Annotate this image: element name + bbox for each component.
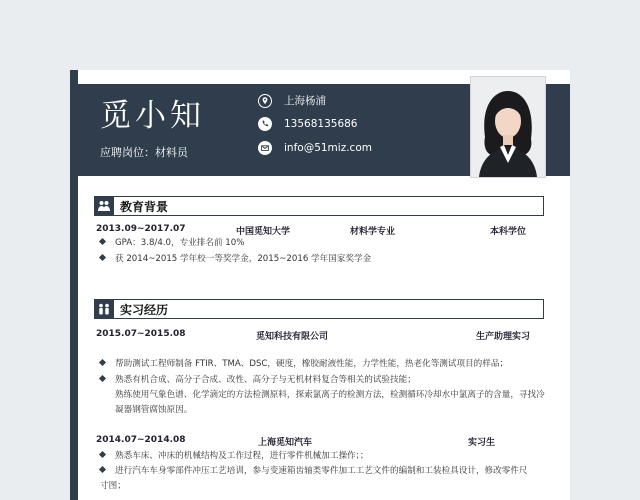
contact-location xyxy=(258,93,326,108)
applied-position: 应聘岗位：材料员 xyxy=(100,146,188,159)
email-icon xyxy=(258,141,272,155)
contact-email xyxy=(258,141,372,155)
contact-phone xyxy=(258,117,358,131)
list-item: GPA：3.8/4.0，专业排名前 10% xyxy=(100,236,545,251)
people-icon xyxy=(94,196,114,216)
job1-period: 2015.07~2015.08 xyxy=(96,329,186,339)
location-pin-icon xyxy=(258,94,272,108)
edu-degree: 本科学位 xyxy=(490,227,527,237)
location-text: 上海杨浦 xyxy=(284,95,326,107)
list-item-continuation: 熟练使用气象色谱、化学滴定的方法检测原料，探索氯离子的检测方法，检测循环冷却水中氯离子的含量，寻找冷凝器钢管腐蚀原因。 xyxy=(115,390,545,415)
job2-role: 实习生 xyxy=(468,438,496,448)
list-item: 熟悉车床、冲床的机械结构及工作过程，进行零件机械加工操作；； xyxy=(100,449,545,464)
list-item: 进行汽车车身零部件冲压工艺培训，参与变速箱齿轴类零件加工工艺文件的编制和工装检具设计，修改零件尺寸图； xyxy=(100,466,528,491)
edu-school: 中国觅知大学 xyxy=(236,227,291,237)
list-item: 获 2014~2015 学年校一等奖学金，2015~2016 学年国家奖学金 xyxy=(100,252,545,267)
job1-role: 生产助理实习 xyxy=(475,332,530,342)
list-item: 熟悉有机合成、高分子合成、改性、高分子与无机材料复合等相关的试验技能； xyxy=(100,373,545,388)
phone-text: 13568135686 xyxy=(284,118,358,130)
job1-company: 觅知科技有限公司 xyxy=(256,332,329,342)
candidate-name: 觅小知 xyxy=(100,98,205,134)
edu-major: 材料学专业 xyxy=(350,227,396,237)
profile-photo xyxy=(470,76,546,178)
section-header-education xyxy=(94,196,544,216)
phone-icon xyxy=(258,117,272,131)
job2-company: 上海觅知汽车 xyxy=(258,438,313,448)
section-title: 实习经历 xyxy=(120,302,169,317)
list-item: 帮助测试工程师制备 FTIR、TMA、DSC，硬度，橡胶耐液性能，力学性能，热老化等测试项目的样品； xyxy=(100,357,545,372)
job2-period: 2014.07~2014.08 xyxy=(96,435,186,445)
section-header-internship xyxy=(94,299,544,319)
section-title: 教育背景 xyxy=(120,199,169,214)
edu-period: 2013.09~2017.07 xyxy=(96,224,186,234)
team-icon xyxy=(94,299,114,319)
resume-page xyxy=(70,70,570,500)
email-text: info@51miz.com xyxy=(284,142,372,154)
